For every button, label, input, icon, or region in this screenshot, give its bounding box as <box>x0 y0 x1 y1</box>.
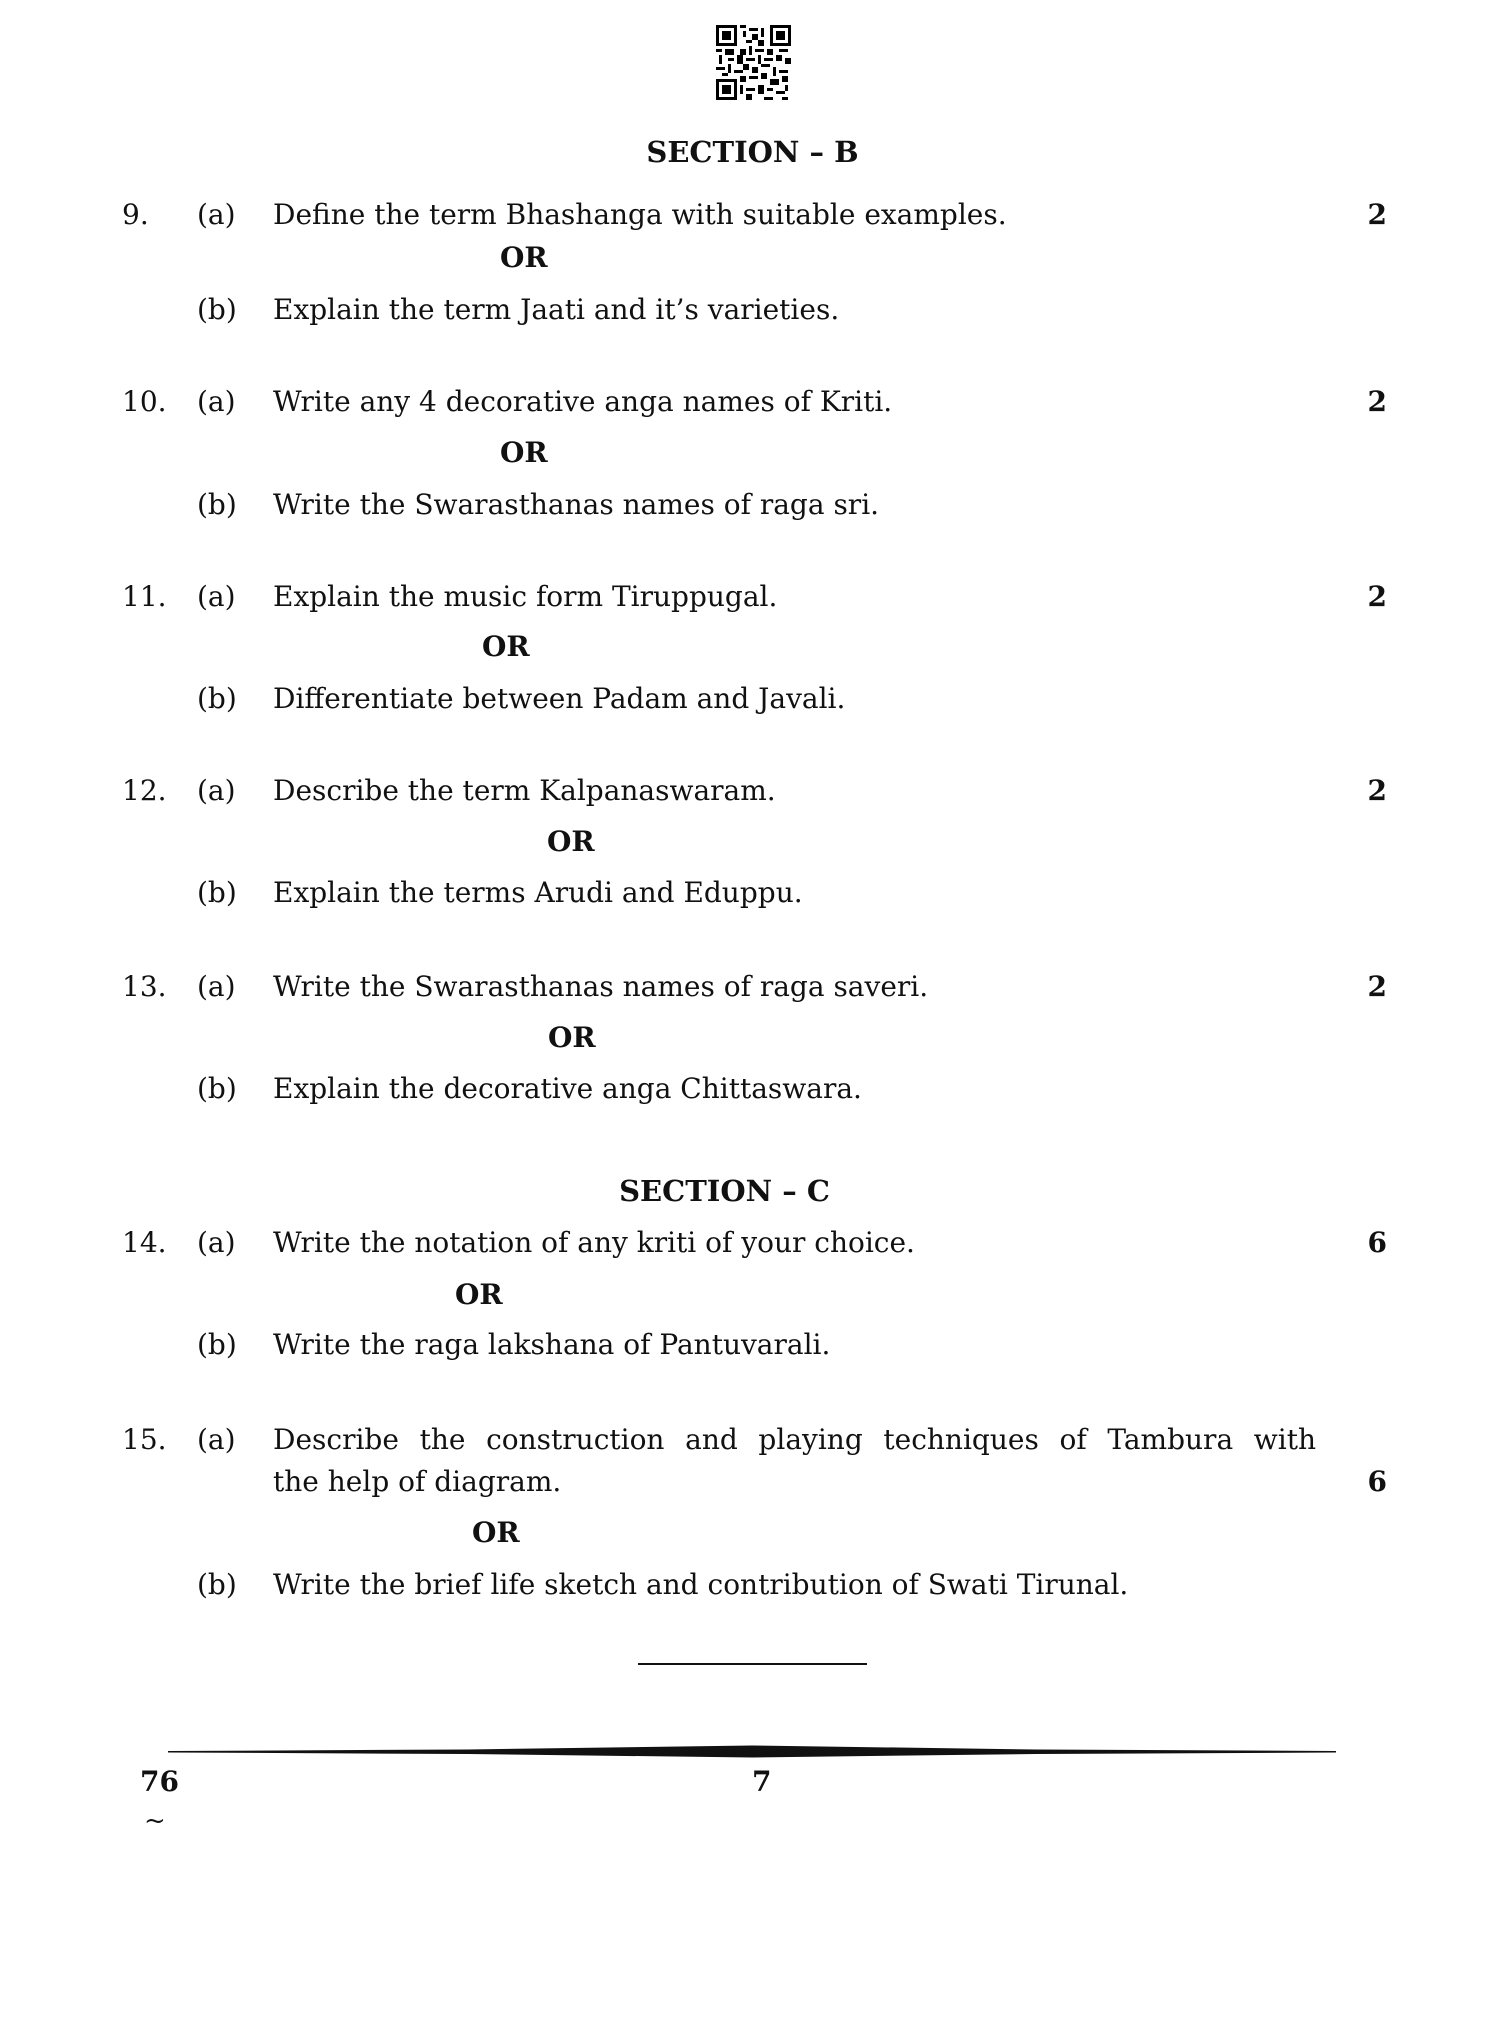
marks: 6 <box>1367 1226 1387 1259</box>
section-c-heading: SECTION – C <box>619 1174 830 1208</box>
tilde-mark: ~ <box>144 1806 166 1836</box>
part-label-a: (a) <box>197 198 236 231</box>
or-separator: OR <box>472 1516 520 1549</box>
question-number: 10. <box>122 385 167 418</box>
question-text-a: Write the Swarasthanas names of raga saveri. <box>273 970 929 1003</box>
or-separator: OR <box>547 825 595 858</box>
marks: 2 <box>1367 198 1387 231</box>
part-label-a: (a) <box>197 385 236 418</box>
end-rule <box>638 1663 867 1665</box>
part-label-b: (b) <box>197 1072 237 1105</box>
question-text-b: Differentiate between Padam and Javali. <box>273 682 846 715</box>
part-label-a: (a) <box>197 1423 236 1456</box>
or-separator: OR <box>482 630 530 663</box>
question-text-a: Write any 4 decorative anga names of Kriti. <box>273 385 893 418</box>
part-label-a: (a) <box>197 774 236 807</box>
part-label-b: (b) <box>197 293 237 326</box>
part-label-a: (a) <box>197 970 236 1003</box>
part-label-b: (b) <box>197 1568 237 1601</box>
marks: 2 <box>1367 385 1387 418</box>
or-separator: OR <box>548 1021 596 1054</box>
question-text-b: Write the brief life sketch and contribution of Swati Tirunal. <box>273 1568 1129 1601</box>
footer-rule <box>168 1745 1336 1758</box>
page-number: 7 <box>752 1765 772 1798</box>
marks: 2 <box>1367 970 1387 1003</box>
question-number: 9. <box>122 198 149 231</box>
or-separator: OR <box>455 1278 503 1311</box>
paper-code: 76 <box>140 1765 179 1798</box>
question-text-a: Explain the music form Tiruppugal. <box>273 580 778 613</box>
question-text-b: Explain the term Jaati and it’s varieties. <box>273 293 840 326</box>
question-text-b: Write the raga lakshana of Pantuvarali. <box>273 1328 831 1361</box>
question-number: 13. <box>122 970 167 1003</box>
marks: 2 <box>1367 774 1387 807</box>
part-label-a: (a) <box>197 580 236 613</box>
question-text-a: Write the notation of any kriti of your choice. <box>273 1226 915 1259</box>
marks: 6 <box>1367 1465 1387 1498</box>
or-separator: OR <box>500 436 548 469</box>
question-text-a-line2: the help of diagram. <box>273 1465 562 1498</box>
question-text-a: Describe the term Kalpanaswaram. <box>273 774 776 807</box>
marks: 2 <box>1367 580 1387 613</box>
question-text-b: Write the Swarasthanas names of raga sri. <box>273 488 880 521</box>
part-label-a: (a) <box>197 1226 236 1259</box>
question-text-b: Explain the terms Arudi and Eduppu. <box>273 876 803 909</box>
part-label-b: (b) <box>197 682 237 715</box>
part-label-b: (b) <box>197 1328 237 1361</box>
part-label-b: (b) <box>197 876 237 909</box>
or-separator: OR <box>500 241 548 274</box>
section-b-heading: SECTION – B <box>646 135 859 169</box>
question-number: 11. <box>122 580 167 613</box>
question-number: 15. <box>122 1423 167 1456</box>
question-text-a: Define the term Bhashanga with suitable examples. <box>273 198 1007 231</box>
question-number: 14. <box>122 1226 167 1259</box>
question-number: 12. <box>122 774 167 807</box>
qr-code-icon <box>716 25 791 100</box>
part-label-b: (b) <box>197 488 237 521</box>
question-text-a-line1: Describe the construction and playing techniques of Tambura with <box>273 1423 1316 1456</box>
question-text-b: Explain the decorative anga Chittaswara. <box>273 1072 862 1105</box>
